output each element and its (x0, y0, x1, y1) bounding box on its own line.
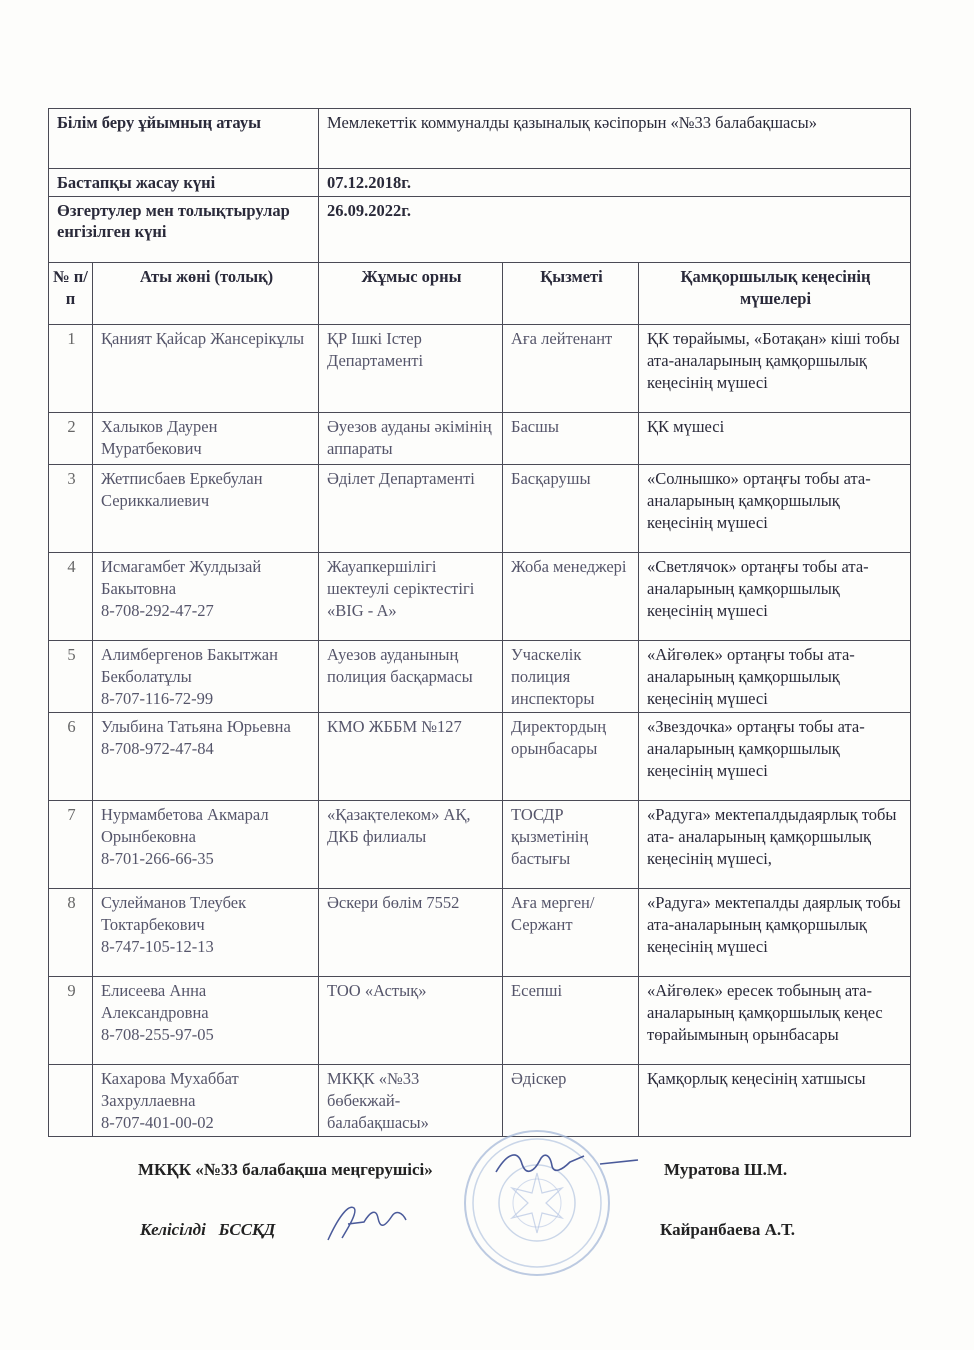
table-row (49, 889, 911, 977)
row-num: 6 (49, 713, 93, 801)
row-work: Ауезов ауданының полиция басқармасы (319, 641, 503, 713)
head-name: Муратова Ш.М. (664, 1160, 788, 1179)
changes-label: Өзгертулер мен толықтырулар енгізілген күні (49, 197, 319, 263)
row-fullname: Халыков Даурен Муратбекович (101, 417, 218, 458)
row-fullname: Исмагамбет Жулдызай Бакытовна (101, 557, 262, 598)
col-name-header: Аты жөні (толық) (93, 263, 319, 325)
row-position: Басқарушы (503, 465, 639, 553)
row-name (93, 801, 319, 889)
row-board: «Айгөлек» ересек тобының ата-аналарының қамқоршылық кеңес төрайымының орынбасары (639, 977, 911, 1065)
table-row (49, 325, 911, 413)
board-members-table (48, 108, 911, 1137)
created-row (49, 169, 911, 197)
row-name (93, 413, 319, 465)
row-phone: 8-708-972-47-84 (101, 739, 214, 758)
row-fullname: Нурмамбетова Акмарал Орынбековна (101, 805, 269, 846)
row-position: Учаскелік полиция инспекторы (503, 641, 639, 713)
col-work-header: Жұмыс орны (319, 263, 503, 325)
row-work: Әскери бөлім 7552 (319, 889, 503, 977)
table-row (49, 553, 911, 641)
row-position: Әдіскер (503, 1065, 639, 1137)
row-name (93, 1065, 319, 1137)
table-row (49, 1065, 911, 1137)
row-phone: 8-707-401-00-02 (101, 1113, 214, 1132)
agreed-signature-icon (318, 1198, 418, 1248)
row-num: 9 (49, 977, 93, 1065)
row-fullname: Улыбина Татьяна Юрьевна (101, 717, 291, 736)
row-work: Жауапкершілігі шектеулі серіктестігі «BIG - A» (319, 553, 503, 641)
row-fullname: Сулейманов Тлеубек Токтарбекович (101, 893, 247, 934)
agreed-name: Кайранбаева А.Т. (660, 1220, 796, 1239)
table-row (49, 413, 911, 465)
row-name (93, 325, 319, 413)
created-label: Бастапқы жасау күні (49, 169, 319, 197)
row-work: ҚР Ішкі Істер Департаменті (319, 325, 503, 413)
row-work: Әділет Департаменті (319, 465, 503, 553)
org-value: Мемлекеттік коммуналды қазыналық кәсіпорын «№33 балабақшасы» (319, 109, 911, 169)
column-header-row (49, 263, 911, 325)
row-name (93, 641, 319, 713)
col-board-header: Қамқоршылық кеңесінің мүшелері (639, 263, 911, 325)
agreed-title: Келісілді БССҚД (140, 1220, 276, 1239)
row-phone: 8-708-255-97-05 (101, 1025, 214, 1044)
row-board: ҚК мүшесі (639, 413, 911, 465)
row-work: Әуезов ауданы әкімінің аппараты (319, 413, 503, 465)
row-position: Басшы (503, 413, 639, 465)
row-board: «Светлячок» ортаңғы тобы ата- аналарының қамқоршылық кеңесінің мүшесі (639, 553, 911, 641)
row-board: «Айгөлек» ортаңғы тобы ата-аналарының қамқоршылық кеңесінің мүшесі (639, 641, 911, 713)
row-fullname: Кахарова Мухаббат Захруллаевна (101, 1069, 239, 1110)
row-work: ТОО «Астық» (319, 977, 503, 1065)
col-num-header: № п/п (49, 263, 93, 325)
row-num: 3 (49, 465, 93, 553)
table-row (49, 977, 911, 1065)
table-row (49, 465, 911, 553)
row-board: «Радуга» мектепалдыдаярлық тобы ата- аналарының қамқоршылық кеңесінің мүшесі, (639, 801, 911, 889)
row-num: 4 (49, 553, 93, 641)
row-position: Есепші (503, 977, 639, 1065)
row-name (93, 465, 319, 553)
row-position: ТОСДР қызметінің бастығы (503, 801, 639, 889)
col-position-header: Қызметі (503, 263, 639, 325)
row-board: «Солнышко» ортаңғы тобы ата-аналарының қамқоршылық кеңесінің мүшесі (639, 465, 911, 553)
row-fullname: Қаният Қайсар Жансерікұлы (101, 329, 305, 348)
table-row (49, 713, 911, 801)
row-work: «Қазақтелеком» АҚ, ДКБ филиалы (319, 801, 503, 889)
table-row (49, 801, 911, 889)
row-phone: 8-707-116-72-99 (101, 689, 214, 708)
row-position: Аға мерген/ Сержант (503, 889, 639, 977)
row-board: ҚК төрайымы, «Ботақан» кіші тобы ата-аналарының қамқоршылық кеңесінің мүшесі (639, 325, 911, 413)
row-num (49, 1065, 93, 1137)
created-value: 07.12.2018г. (319, 169, 911, 197)
changes-value: 26.09.2022г. (319, 197, 911, 263)
table-row (49, 641, 911, 713)
row-phone: 8-747-105-12-13 (101, 937, 214, 956)
head-signature-icon (488, 1142, 648, 1182)
row-name (93, 713, 319, 801)
changes-row (49, 197, 911, 263)
row-position: Директордың орынбасары (503, 713, 639, 801)
org-row (49, 109, 911, 169)
row-num: 7 (49, 801, 93, 889)
row-num: 5 (49, 641, 93, 713)
row-board: «Радуга» мектепалды даярлық тобы ата-аналарының қамқоршылық кеңесінің мүшесі (639, 889, 911, 977)
row-num: 2 (49, 413, 93, 465)
row-num: 1 (49, 325, 93, 413)
row-fullname: Елисеева Анна Александровна (101, 981, 209, 1022)
row-fullname: Жетписбаев Еркебулан Сериккалиевич (101, 469, 263, 510)
row-num: 8 (49, 889, 93, 977)
row-fullname: Алимбергенов Бакытжан Бекболатұлы (101, 645, 278, 686)
org-label: Білім беру ұйымның атауы (49, 109, 319, 169)
row-board: Қамқорлық кеңесінің хатшысы (639, 1065, 911, 1137)
row-phone: 8-708-292-47-27 (101, 601, 214, 620)
row-work: КМО ЖББМ №127 (319, 713, 503, 801)
row-board: «Звездочка» ортаңғы тобы ата-аналарының қамқоршылық кеңесінің мүшесі (639, 713, 911, 801)
row-name (93, 553, 319, 641)
row-position: Жоба менеджері (503, 553, 639, 641)
row-name (93, 977, 319, 1065)
row-position: Аға лейтенант (503, 325, 639, 413)
row-name (93, 889, 319, 977)
row-phone: 8-701-266-66-35 (101, 849, 214, 868)
row-work: МКҚК «№33 бөбекжай-балабақшасы» (319, 1065, 503, 1137)
head-title: МКҚК «№33 балабақша меңгерушісі» (138, 1160, 433, 1179)
